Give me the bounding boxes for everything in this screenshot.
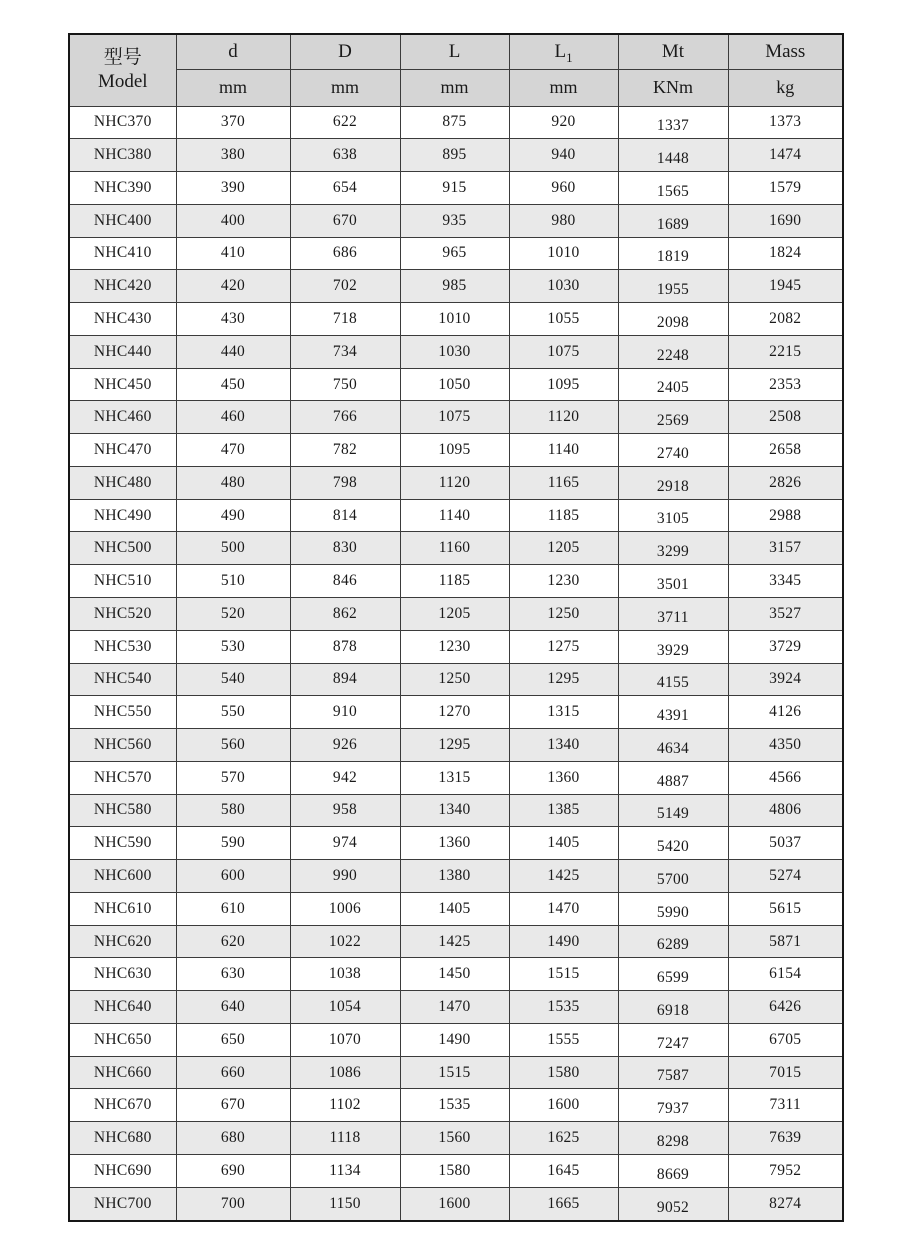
value-cell: 1380 [400,860,509,893]
table-row [69,466,843,499]
value-cell: 520 [176,597,290,630]
value-cell: 935 [400,204,509,237]
value-cell: 6705 [728,1023,843,1056]
value-cell: 915 [400,172,509,205]
value-cell: 6426 [728,991,843,1024]
model-cell: NHC500 [69,532,176,565]
value-cell: 1055 [509,303,618,336]
value-cell: 7015 [728,1056,843,1089]
model-cell: NHC440 [69,335,176,368]
value-cell: 1425 [509,860,618,893]
value-cell: 1625 [509,1122,618,1155]
table-row [69,729,843,762]
value-cell: 2988 [728,499,843,532]
value-cell: 4634 [618,729,728,762]
col-unit-l1: mm [509,69,618,106]
value-cell: 1580 [400,1155,509,1188]
model-cell: NHC670 [69,1089,176,1122]
model-cell: NHC640 [69,991,176,1024]
value-cell: 5037 [728,827,843,860]
value-cell: 670 [176,1089,290,1122]
value-cell: 1645 [509,1155,618,1188]
model-cell: NHC660 [69,1056,176,1089]
value-cell: 1945 [728,270,843,303]
table-row [69,565,843,598]
table-row [69,303,843,336]
col-header-l1-subscript: 1 [566,49,573,65]
value-cell: 1185 [400,565,509,598]
col-header-l1 [509,34,618,69]
value-cell: 7639 [728,1122,843,1155]
value-cell: 1315 [509,696,618,729]
value-cell: 660 [176,1056,290,1089]
value-cell: 958 [290,794,400,827]
value-cell: 638 [290,139,400,172]
col-header-mass-label: Mass [765,40,806,62]
value-cell: 1535 [509,991,618,1024]
value-cell: 1515 [400,1056,509,1089]
value-cell: 1010 [509,237,618,270]
value-cell: 878 [290,630,400,663]
value-cell: 450 [176,368,290,401]
value-cell: 1270 [400,696,509,729]
col-header-model-zh: 型号 [103,46,142,68]
table-row [69,434,843,467]
value-cell: 622 [290,106,400,139]
value-cell: 700 [176,1187,290,1221]
value-cell: 1450 [400,958,509,991]
value-cell: 7952 [728,1155,843,1188]
value-cell: 686 [290,237,400,270]
model-cell: NHC580 [69,794,176,827]
table-row [69,630,843,663]
model-cell: NHC490 [69,499,176,532]
table-row [69,1023,843,1056]
value-cell: 1050 [400,368,509,401]
value-cell: 2826 [728,466,843,499]
value-cell: 690 [176,1155,290,1188]
table-row [69,172,843,205]
value-cell: 1340 [400,794,509,827]
model-cell: NHC590 [69,827,176,860]
table-row [69,1122,843,1155]
value-cell: 1535 [400,1089,509,1122]
value-cell: 6154 [728,958,843,991]
table-row [69,991,843,1024]
value-cell: 985 [400,270,509,303]
model-cell: NHC460 [69,401,176,434]
value-cell: 4126 [728,696,843,729]
model-cell: NHC530 [69,630,176,663]
value-cell: 390 [176,172,290,205]
value-cell: 640 [176,991,290,1024]
value-cell: 3157 [728,532,843,565]
value-cell: 680 [176,1122,290,1155]
value-cell: 1579 [728,172,843,205]
model-cell: NHC610 [69,892,176,925]
value-cell: 1030 [400,335,509,368]
table-row [69,1089,843,1122]
table-row [69,237,843,270]
value-cell: 862 [290,597,400,630]
value-cell: 1054 [290,991,400,1024]
value-cell: 1006 [290,892,400,925]
model-cell: NHC570 [69,761,176,794]
value-cell: 480 [176,466,290,499]
col-header-dd-label: D [338,40,352,62]
value-cell: 440 [176,335,290,368]
table-row [69,597,843,630]
value-cell: 1819 [618,237,728,270]
model-cell: NHC630 [69,958,176,991]
value-cell: 5274 [728,860,843,893]
model-cell: NHC620 [69,925,176,958]
value-cell: 1560 [400,1122,509,1155]
value-cell: 8669 [618,1155,728,1188]
value-cell: 1490 [400,1023,509,1056]
value-cell: 1095 [400,434,509,467]
model-cell: NHC680 [69,1122,176,1155]
model-cell: NHC470 [69,434,176,467]
table-row [69,335,843,368]
value-cell: 846 [290,565,400,598]
table-row [69,663,843,696]
col-header-d [176,34,290,69]
value-cell: 1010 [400,303,509,336]
value-cell: 734 [290,335,400,368]
value-cell: 530 [176,630,290,663]
value-cell: 380 [176,139,290,172]
value-cell: 600 [176,860,290,893]
value-cell: 670 [290,204,400,237]
value-cell: 1250 [509,597,618,630]
col-header-l [400,34,509,69]
col-unit-d: mm [176,69,290,106]
table-row [69,1056,843,1089]
model-cell: NHC410 [69,237,176,270]
value-cell: 7587 [618,1056,728,1089]
value-cell: 926 [290,729,400,762]
model-cell: NHC450 [69,368,176,401]
model-cell: NHC430 [69,303,176,336]
table-body [69,106,843,1221]
value-cell: 1474 [728,139,843,172]
value-cell: 974 [290,827,400,860]
value-cell: 1086 [290,1056,400,1089]
col-header-mass [728,34,843,69]
value-cell: 1075 [400,401,509,434]
value-cell: 1690 [728,204,843,237]
value-cell: 1490 [509,925,618,958]
value-cell: 1038 [290,958,400,991]
value-cell: 750 [290,368,400,401]
value-cell: 1120 [400,466,509,499]
table-row [69,139,843,172]
table-row [69,204,843,237]
value-cell: 960 [509,172,618,205]
value-cell: 2740 [618,434,728,467]
value-cell: 2353 [728,368,843,401]
col-unit-mass: kg [728,69,843,106]
value-cell: 5990 [618,892,728,925]
value-cell: 650 [176,1023,290,1056]
value-cell: 430 [176,303,290,336]
value-cell: 1665 [509,1187,618,1221]
table-row [69,827,843,860]
value-cell: 990 [290,860,400,893]
value-cell: 2215 [728,335,843,368]
value-cell: 2248 [618,335,728,368]
value-cell: 1140 [400,499,509,532]
value-cell: 1405 [509,827,618,860]
table-row [69,1187,843,1221]
value-cell: 2508 [728,401,843,434]
value-cell: 1360 [509,761,618,794]
value-cell: 490 [176,499,290,532]
value-cell: 1230 [400,630,509,663]
value-cell: 1337 [618,106,728,139]
value-cell: 5700 [618,860,728,893]
value-cell: 1165 [509,466,618,499]
model-cell: NHC550 [69,696,176,729]
model-cell: NHC520 [69,597,176,630]
value-cell: 1470 [400,991,509,1024]
value-cell: 1600 [509,1089,618,1122]
table-row [69,1155,843,1188]
value-cell: 1580 [509,1056,618,1089]
value-cell: 5420 [618,827,728,860]
value-cell: 370 [176,106,290,139]
value-cell: 460 [176,401,290,434]
value-cell: 8298 [618,1122,728,1155]
value-cell: 400 [176,204,290,237]
value-cell: 410 [176,237,290,270]
value-cell: 3527 [728,597,843,630]
value-cell: 920 [509,106,618,139]
col-unit-l: mm [400,69,509,106]
header-row-symbols [69,34,843,69]
value-cell: 2569 [618,401,728,434]
header-row-units [69,69,843,106]
value-cell: 1075 [509,335,618,368]
value-cell: 540 [176,663,290,696]
value-cell: 6289 [618,925,728,958]
value-cell: 766 [290,401,400,434]
value-cell: 1134 [290,1155,400,1188]
col-header-d-label: d [228,40,238,62]
value-cell: 610 [176,892,290,925]
value-cell: 1205 [400,597,509,630]
col-header-mt [618,34,728,69]
value-cell: 1689 [618,204,728,237]
table-row [69,696,843,729]
value-cell: 1405 [400,892,509,925]
table-header [69,34,843,106]
value-cell: 3501 [618,565,728,598]
value-cell: 980 [509,204,618,237]
model-cell: NHC480 [69,466,176,499]
value-cell: 550 [176,696,290,729]
value-cell: 940 [509,139,618,172]
value-cell: 1955 [618,270,728,303]
table-row [69,106,843,139]
value-cell: 830 [290,532,400,565]
value-cell: 1102 [290,1089,400,1122]
col-header-mt-label: Mt [661,40,685,62]
model-cell: NHC400 [69,204,176,237]
value-cell: 5871 [728,925,843,958]
model-cell: NHC700 [69,1187,176,1221]
value-cell: 5615 [728,892,843,925]
value-cell: 1360 [400,827,509,860]
value-cell: 1565 [618,172,728,205]
value-cell: 4887 [618,761,728,794]
value-cell: 1295 [400,729,509,762]
value-cell: 5149 [618,794,728,827]
value-cell: 580 [176,794,290,827]
table-row [69,925,843,958]
spec-table [68,33,844,1222]
model-cell: NHC650 [69,1023,176,1056]
value-cell: 1373 [728,106,843,139]
value-cell: 570 [176,761,290,794]
table-row [69,532,843,565]
value-cell: 910 [290,696,400,729]
value-cell: 1295 [509,663,618,696]
value-cell: 4806 [728,794,843,827]
value-cell: 9052 [618,1187,728,1221]
model-cell: NHC600 [69,860,176,893]
col-unit-dd: mm [290,69,400,106]
value-cell: 1022 [290,925,400,958]
value-cell: 6599 [618,958,728,991]
table-row [69,761,843,794]
col-header-l-label: L [448,40,461,62]
table-row [69,860,843,893]
value-cell: 3729 [728,630,843,663]
value-cell: 3345 [728,565,843,598]
value-cell: 1448 [618,139,728,172]
value-cell: 3924 [728,663,843,696]
model-cell: NHC540 [69,663,176,696]
value-cell: 1030 [509,270,618,303]
value-cell: 1824 [728,237,843,270]
value-cell: 4350 [728,729,843,762]
value-cell: 4391 [618,696,728,729]
value-cell: 875 [400,106,509,139]
value-cell: 2405 [618,368,728,401]
value-cell: 1555 [509,1023,618,1056]
table-row [69,401,843,434]
value-cell: 1150 [290,1187,400,1221]
table-row [69,794,843,827]
value-cell: 7937 [618,1089,728,1122]
value-cell: 895 [400,139,509,172]
table-row [69,270,843,303]
value-cell: 2098 [618,303,728,336]
model-cell: NHC420 [69,270,176,303]
value-cell: 1205 [509,532,618,565]
value-cell: 1340 [509,729,618,762]
value-cell: 1230 [509,565,618,598]
table-row [69,368,843,401]
value-cell: 2918 [618,466,728,499]
value-cell: 1515 [509,958,618,991]
value-cell: 942 [290,761,400,794]
value-cell: 470 [176,434,290,467]
value-cell: 510 [176,565,290,598]
value-cell: 702 [290,270,400,303]
value-cell: 620 [176,925,290,958]
value-cell: 782 [290,434,400,467]
value-cell: 814 [290,499,400,532]
value-cell: 8274 [728,1187,843,1221]
value-cell: 4155 [618,663,728,696]
value-cell: 654 [290,172,400,205]
value-cell: 7247 [618,1023,728,1056]
model-cell: NHC370 [69,106,176,139]
value-cell: 1385 [509,794,618,827]
value-cell: 718 [290,303,400,336]
value-cell: 1070 [290,1023,400,1056]
table-row [69,499,843,532]
model-cell: NHC390 [69,172,176,205]
col-header-l1-label: L [554,40,567,62]
table-row [69,958,843,991]
value-cell: 630 [176,958,290,991]
value-cell: 7311 [728,1089,843,1122]
value-cell: 500 [176,532,290,565]
col-header-model [69,34,176,106]
value-cell: 1600 [400,1187,509,1221]
value-cell: 560 [176,729,290,762]
value-cell: 3105 [618,499,728,532]
value-cell: 1275 [509,630,618,663]
value-cell: 1160 [400,532,509,565]
value-cell: 6918 [618,991,728,1024]
value-cell: 420 [176,270,290,303]
model-cell: NHC560 [69,729,176,762]
value-cell: 2658 [728,434,843,467]
value-cell: 1140 [509,434,618,467]
value-cell: 1425 [400,925,509,958]
col-header-model-en: Model [97,71,148,93]
col-unit-mt: KNm [618,69,728,106]
value-cell: 3299 [618,532,728,565]
value-cell: 965 [400,237,509,270]
value-cell: 1470 [509,892,618,925]
value-cell: 1095 [509,368,618,401]
value-cell: 894 [290,663,400,696]
model-cell: NHC690 [69,1155,176,1188]
value-cell: 798 [290,466,400,499]
value-cell: 2082 [728,303,843,336]
value-cell: 3929 [618,630,728,663]
value-cell: 1315 [400,761,509,794]
value-cell: 590 [176,827,290,860]
model-cell: NHC380 [69,139,176,172]
value-cell: 1118 [290,1122,400,1155]
model-cell: NHC510 [69,565,176,598]
value-cell: 1120 [509,401,618,434]
value-cell: 3711 [618,597,728,630]
value-cell: 4566 [728,761,843,794]
col-header-dd [290,34,400,69]
table-row [69,892,843,925]
value-cell: 1185 [509,499,618,532]
value-cell: 1250 [400,663,509,696]
